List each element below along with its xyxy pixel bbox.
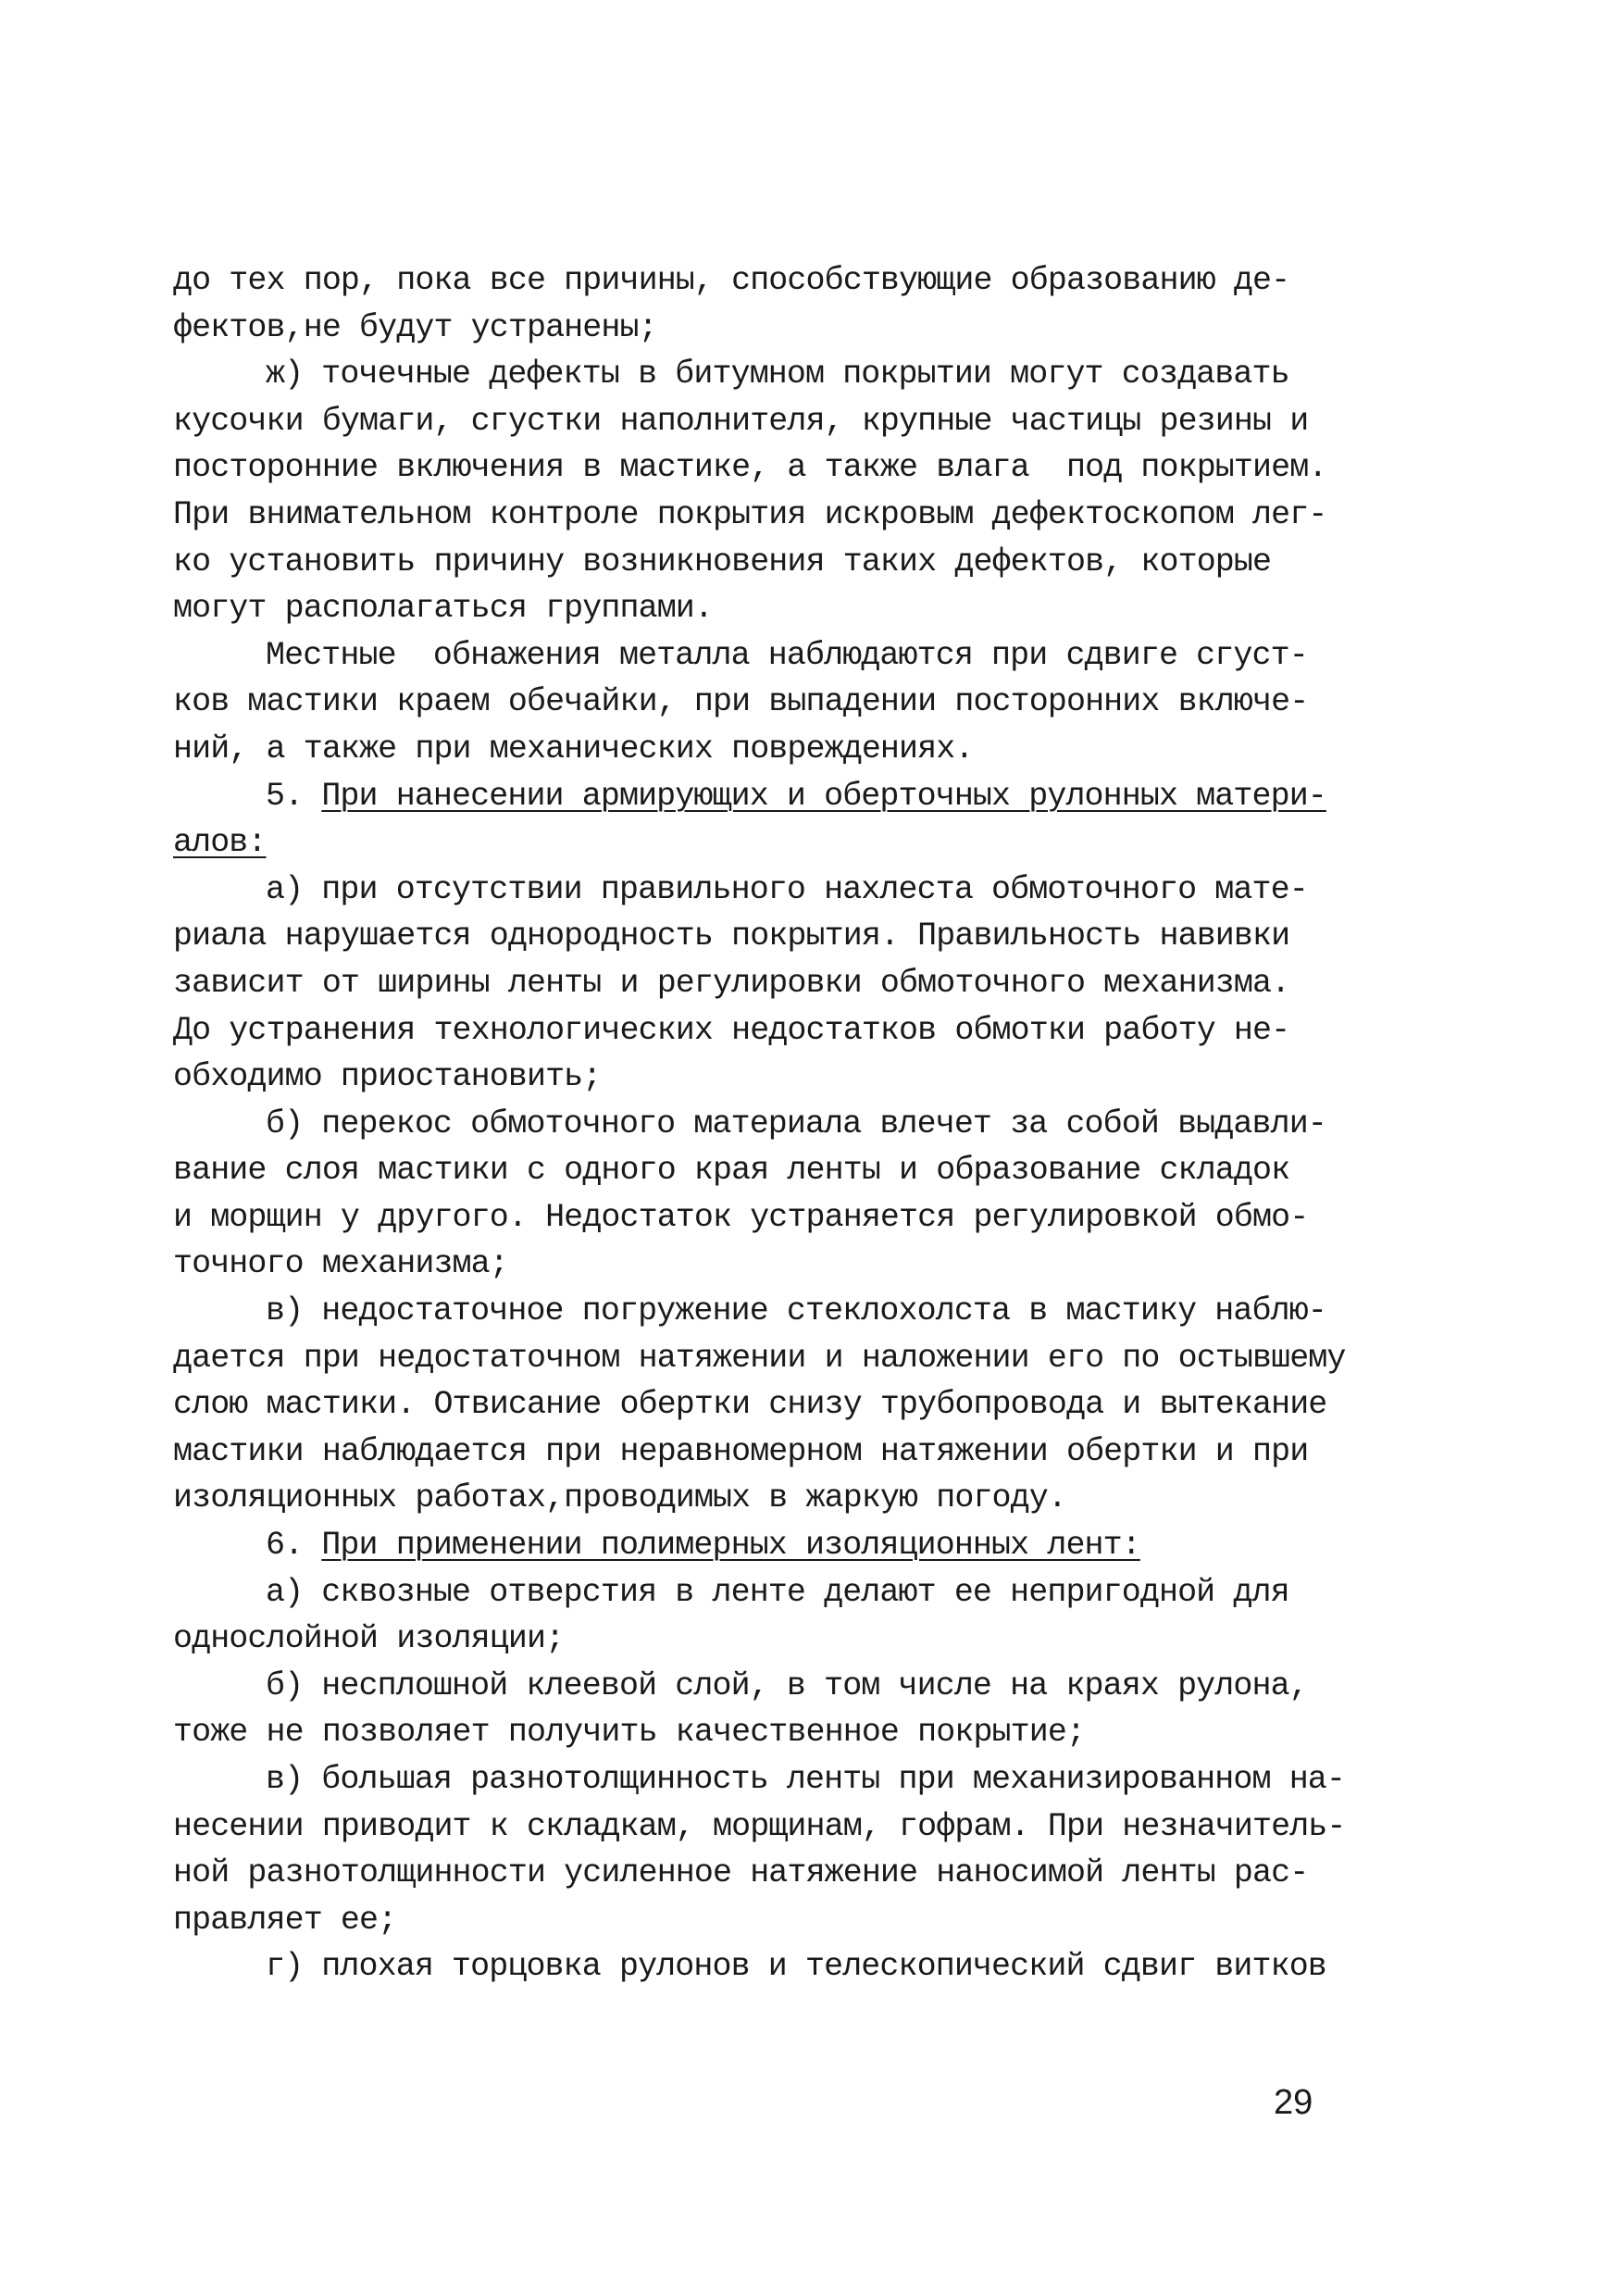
- text-line: г) плохая торцовка рулонов и телескопический сдвиг витков: [266, 1948, 1326, 1986]
- text-line: правляет ее;: [173, 1901, 397, 1939]
- text-line: ний, а также при механических повреждениях.: [173, 730, 974, 767]
- text-line: зависит от ширины ленты и регулировки обмоточного механизма.: [173, 964, 1290, 1002]
- text-line: тоже не позволяет получить качественное покрытие;: [173, 1714, 1086, 1752]
- section-title: алов:: [173, 824, 267, 862]
- text-line: изоляционных работах,проводимых в жаркую погоду.: [173, 1479, 1066, 1517]
- text-line: несении приводит к складкам, морщинам, гофрам. При незначитель-: [173, 1807, 1346, 1845]
- section-number: 5.: [266, 777, 322, 815]
- section-number: 6.: [266, 1527, 322, 1565]
- text-line: до тех пор, пока все причины, способствующие образованию де-: [173, 262, 1290, 299]
- text-line: вание слоя мастики с одного края ленты и образование складок: [173, 1152, 1290, 1190]
- text-line: посторонние включения в мастике, а также влага под покрытием.: [173, 449, 1327, 487]
- text-line: слою мастики. Отвисание обертки снизу трубопровода и вытекание: [173, 1386, 1327, 1424]
- text-line: ков мастики краем обечайки, при выпадении посторонних включе-: [173, 683, 1309, 721]
- text-line: точного механизма;: [173, 1245, 508, 1283]
- text-line: кусочки бумаги, сгустки наполнителя, крупные частицы резины и: [173, 402, 1309, 440]
- section-heading-6: [173, 1522, 1413, 1569]
- text-line: Местные обнажения металла наблюдаются при сдвиге сгуст-: [266, 636, 1308, 674]
- text-line: б) перекос обмоточного материала влечет за собой выдавли-: [266, 1104, 1326, 1142]
- text-line: фектов,не будут устранены;: [173, 308, 657, 346]
- text-line: и морщин у другого. Недостаток устраняется регулировкой обмо-: [173, 1198, 1309, 1236]
- text-line: б) несплошной клеевой слой, в том числе на краях рулона,: [266, 1666, 1308, 1704]
- text-line: а) при отсутствии правильного нахлеста обмоточного мате-: [266, 870, 1308, 908]
- text-line: в) большая разнотолщинность ленты при механизированном на-: [266, 1761, 1345, 1798]
- text-line: а) сквозные отверстия в ленте делают ее непригодной для: [266, 1573, 1289, 1611]
- text-line: обходимо приостановить;: [173, 1058, 602, 1096]
- text-line: в) недостаточное погружение стеклохолста в мастику наблю-: [266, 1292, 1326, 1330]
- text-line: мастики наблюдается при неравномерном натяжении обертки и при: [173, 1432, 1309, 1470]
- text-line: риала нарушается однородность покрытия. Правильность навивки: [173, 917, 1290, 955]
- body-text: [173, 257, 1413, 1990]
- text-line: При внимательном контроле покрытия искровым дефектоскопом лег-: [173, 495, 1327, 533]
- section-heading-5-cont: [173, 819, 1413, 867]
- text-line: дается при недостаточном натяжении и наложении его по остывшему: [173, 1339, 1346, 1377]
- text-line: ко установить причину возникновения таких дефектов, которые: [173, 543, 1272, 580]
- text-line: До устранения технологических недостатков обмотки работу не-: [173, 1011, 1290, 1049]
- section-title: При нанесении армирующих и оберточных рулонных матери-: [321, 777, 1326, 815]
- text-line: могут располагаться группами.: [173, 590, 713, 628]
- section-heading-5: [173, 773, 1413, 820]
- text-line: ной разнотолщинности усиленное натяжение наносимой ленты рас-: [173, 1854, 1309, 1892]
- page-number: 29: [1274, 2083, 1313, 2122]
- section-title: При применении полимерных изоляционных лент:: [321, 1527, 1140, 1565]
- text-line: однослойной изоляции;: [173, 1620, 565, 1658]
- text-line: ж) точечные дефекты в битумном покрытии могут создавать: [266, 356, 1289, 393]
